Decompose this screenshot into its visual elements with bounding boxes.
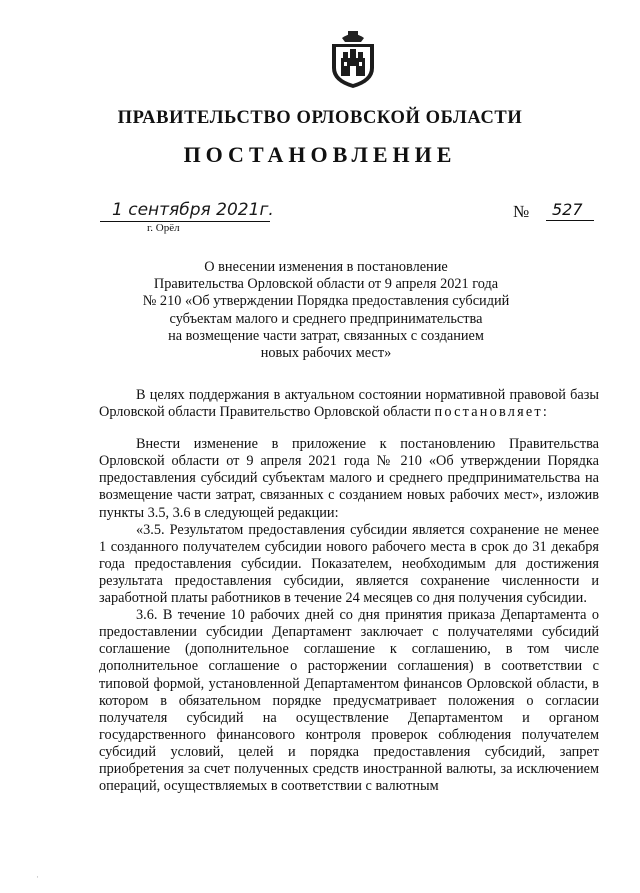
intro-paragraph: [99, 387, 599, 421]
clause-3-5: «3.5. Результатом предоставления субсидии является сохранение не менее 1 созданного получателем субсидии нового рабочего места в срок до 31 декабря года предоставления субсидии. Показателем, необходимым для достижения результата предоставления субсидии, является сохранение численности и заработной платы работников в течение 24 месяцев со дня получения субсидии.: [99, 521, 599, 607]
page-mark: ·: [36, 872, 39, 882]
clause-3-6: 3.6. В течение 10 рабочих дней со дня принятия приказа Департамента о предоставлении субсидии Департамент заключает с получателями субсидий соглашение (дополнительное соглашение к соглашению, в том числе дополнительное соглашение о расторжении соглашения) в соответствии с типовой формой, установленной Департаментом финансов Орловской области, в котором в обязательном порядке предусматривает положения о согласии получателя субсидий на осуществление Департаментом и органом государственного финансового контроля проверок соблюдения получателем субсидий условий, целей и порядка предоставления субсидий, запрет приобретения за счет полученных средств иностранной валюты, за исключением операций, осуществляемых в соответствии с валютным: [99, 607, 599, 795]
subject-line: субъектам малого и среднего предпринимательства: [169, 310, 483, 327]
intro-text: В целях поддержания в актуальном состоянии нормативной правовой базы Орловской области Правительство Орловской области: [99, 387, 599, 421]
coat-of-arms-emblem: [328, 28, 378, 90]
intro-end: :: [542, 404, 547, 421]
subject-line: № 210 «Об утверждении Порядка предоставления субсидий: [142, 293, 510, 310]
document-subject: [140, 259, 512, 362]
number-underline: [546, 220, 594, 221]
subject-line: на возмещение части затрат, связанных с созданием: [168, 327, 484, 344]
document-number-handwritten: 527: [552, 200, 583, 219]
government-name: ПРАВИТЕЛЬСТВО ОРЛОВСКОЙ ОБЛАСТИ: [117, 108, 523, 128]
amendment-paragraph: Внести изменение в приложение к постановлению Правительства Орловской области от 9 апреля 2021 года № 210 «Об утверждении Порядка предоставления субсидий субъектам малого и среднего предпринимательства на возмещение части затрат, связанных с созданием новых рабочих мест», изложив пункты 3.5, 3.6 в следующей редакции:: [99, 436, 599, 521]
subject-line: Правительства Орловской области от 9 апреля 2021 года: [153, 276, 499, 293]
date-underline: [100, 221, 270, 222]
document-body: [99, 387, 599, 795]
document-type: ПОСТАНОВЛЕНИЕ: [183, 142, 457, 167]
number-sign: №: [513, 202, 530, 221]
resolves-word: постановляет: [434, 404, 543, 421]
city: г. Орёл: [147, 222, 180, 234]
subject-line: О внесении изменения в постановление: [204, 259, 448, 275]
subject-line: новых рабочих мест»: [260, 345, 392, 362]
date-handwritten: 1 сентября 2021г.: [112, 200, 274, 220]
